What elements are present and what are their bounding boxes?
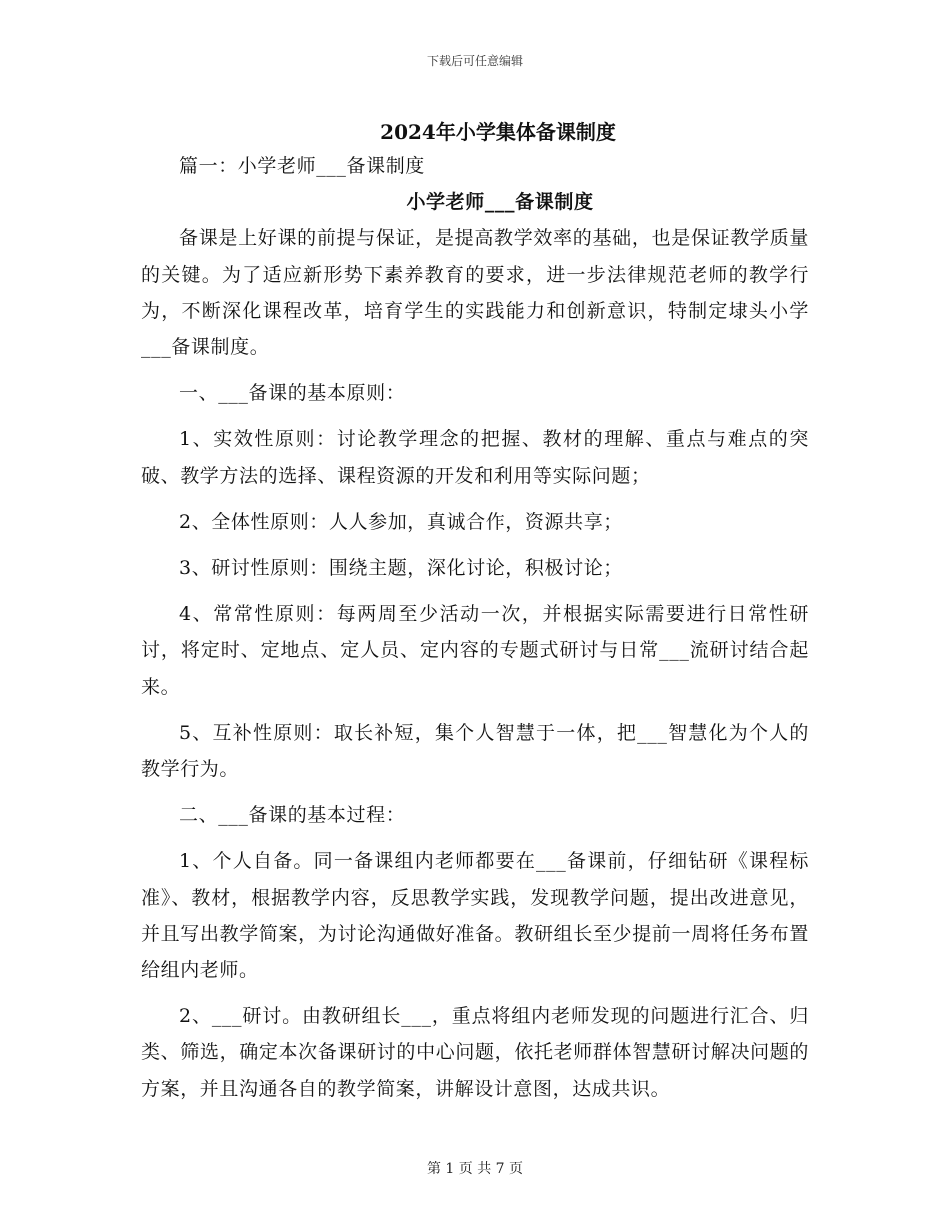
principle-item: 2、全体性原则：人人参加，真诚合作，资源共享； (179, 510, 623, 533)
principle-item: 1、实效性原则：讨论教学理念的把握、教材的理解、重点与难点的突破、教学方法的选择、课程资源的开发和利用等实际问题； (141, 428, 809, 487)
document-title: 2024年小学集体备课制度 (380, 120, 616, 144)
page-header-note: 下载后可任意编辑 (426, 54, 523, 68)
document-body (141, 148, 809, 1107)
principle-item: 3、研讨性原则：围绕主题，深化讨论，积极讨论； (179, 557, 623, 580)
article-subtitle: 小学老师___备课制度 (406, 191, 594, 214)
process-item: 1、个人自备。同一备课组内老师都要在___备课前，仔细钻研《课程标准》、教材，根据教学内容，反思教学实践，发现教学问题，提出改进意见，并且写出教学简案，为讨论沟通做好准备。教研组长至少提前一周将任务布置给组内老师。 (141, 850, 809, 982)
process-item: 2、___研讨。由教研组长___，重点将组内老师发现的问题进行汇合、归类、筛选，确定本次备课研讨的中心问题，依托老师群体智慧研讨解决问题的方案，并且沟通各自的教学简案，讲解设计意图，达成共识。 (141, 1005, 809, 1100)
section-heading-principles: 一、___备课的基本原则： (179, 382, 406, 405)
principle-item: 4、常常性原则：每两周至少活动一次，并根据实际需要进行日常性研讨，将定时、定地点、定人员、定内容的专题式研讨与日常___流研讨结合起来。 (141, 603, 809, 698)
paragraph-intro: 备课是上好课的前提与保证，是提高教学效率的基础，也是保证教学质量的关键。为了适应新形势下素养教育的要求，进一步法律规范老师的教学行为，不断深化课程改革，培育学生的实践能力和创新意识，特制定埭头小学___备课制度。 (141, 227, 809, 359)
article-label: 篇一：小学老师___备课制度 (179, 155, 425, 177)
section-heading-process: 二、___备课的基本过程： (179, 804, 406, 827)
principle-item: 5、互补性原则：取长补短，集个人智慧于一体，把___智慧化为个人的教学行为。 (141, 721, 809, 781)
page-footer-number: 第 1 页 共 7 页 (426, 1161, 524, 1177)
